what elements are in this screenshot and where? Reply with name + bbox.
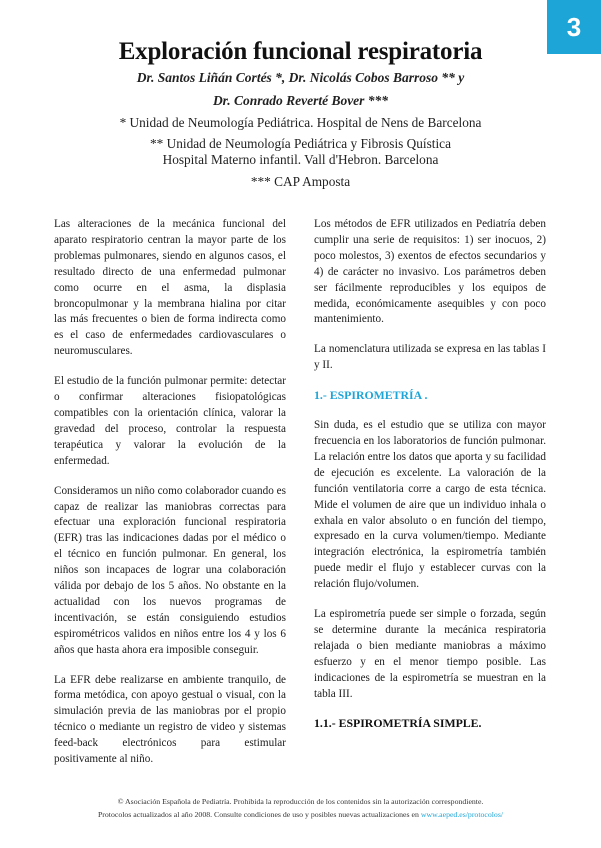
footer-update-text: Protocolos actualizados al año 2008. Consulte condiciones de uso y posibles nuevas actualizaciones en [97,809,421,819]
footer-line-2 [0,809,601,822]
affiliation-3: Hospital Materno infantil. Vall d'Hebron. Barcelona [162,152,439,167]
authors-line-1: Dr. Santos Liñán Cortés *, Dr. Nicolás Cobos Barroso ** y [136,70,465,85]
paragraph: La nomenclatura utilizada se expresa en las tablas I y II. [314,343,546,372]
affiliation-2: ** Unidad de Neumología Pediátrica y Fibrosis Quística [150,136,451,151]
paragraph: La EFR debe realizarse en ambiente tranquilo, de forma metódica, con apoyo gestual o visual, con la simulación previa de las maniobras por el propio técnico o mediante un registro de video y sistemas feed-back electrónicos para estimular positivamente al niño. [54,673,286,766]
paragraph: Sin duda, es el estudio que se utiliza con mayor frecuencia en los laboratorios de función pulmonar. La relación entre los datos que aporta y su facilidad de ejecución es excelente. La valoración de la función ventilatoria corre a cargo de esta técnica. Mide el volumen de aire que un individuo inhala o exhala en valor absoluto o en función del tiempo, expresado en la curva volumen/tiempo. Mediante integración electrónica, la espirometría también puede medir el flujo y establecer curvas con la relación flujo/volumen. [314,419,546,591]
protocols-link[interactable]: www.aeped.es/protocolos/ [420,809,504,819]
paragraph: La espirometría puede ser simple o forzada, según se determine durante la mecánica respiratoria relajada o bien mediante maniobras a máximo esfuerzo y en el menor tiempo posible. Las indicaciones de la espirometría se muestran en la tabla III. [314,608,546,700]
page-title: Exploración funcional respiratoria [118,38,483,65]
paragraph: Los métodos de EFR utilizados en Pediatría deben cumplir una serie de requisitos: 1) ser inocuos, 2) poco molestos, 3) exentos de efectos secundarios y 4) de carácter no invasivo. Los parámetros deben ser fácilmente reproducibles y los equipos de medida, económicamente asequibles y con poco mantenimiento. [314,218,546,326]
subsection-heading-espirometria-simple: 1.1.- ESPIROMETRÍA SIMPLE. [314,716,482,731]
paragraph: Las alteraciones de la mecánica funcional del aparato respiratorio centran la mayor parte de los problemas pulmonares, siendo en algunos casos, el resultado directo de una enfermedad pulmonar como ocurre en el asma, la displasia broncopulmonar y la membrana hialina por citar las más frecuentes o bien de forma indirecta como es el caso de enfermedades cardiovasculares o neuromusculares. [54,218,286,358]
left-column [54,217,286,782]
paragraph: Consideramos un niño como colaborador cuando es capaz de realizar las maniobras correctas para efectuar una exploración funcional respiratoria (EFR) tras las indicaciones dadas por el médico o el técnico en función pulmonar. En general, los niños son incapaces de lograr una colaboración válida por debajo de los 5 años. No obstante en la actualidad con los nuevos programas de incentivación, se están consiguiendo estudios espirométricos validos en niños entre los 4 y los 6 años que hasta ahora era imposible conseguir. [54,484,286,656]
chapter-number: 3 [566,11,582,42]
footer [0,796,601,821]
footer-copyright: © Asociación Española de Pediatría. Prohibida la reproducción de los contenidos sin la autorización correspondiente. [117,797,484,806]
section-heading-espirometria: 1.- ESPIROMETRÍA . [314,388,428,403]
right-column [314,217,546,732]
authors-line-2: Dr. Conrado Reverté Bover *** [212,93,389,108]
paragraph: El estudio de la función pulmonar permite: detectar o confirmar alteraciones fisiopatológicas compatibles con la orientación clínica, valorar la gravedad del proceso, controlar la respuesta terapéutica y valorar la evolución de la enfermedad. [54,375,286,467]
affiliation-1: * Unidad de Neumología Pediátrica. Hospital de Nens de Barcelona [119,115,482,130]
affiliation-4: *** CAP Amposta [250,174,351,189]
